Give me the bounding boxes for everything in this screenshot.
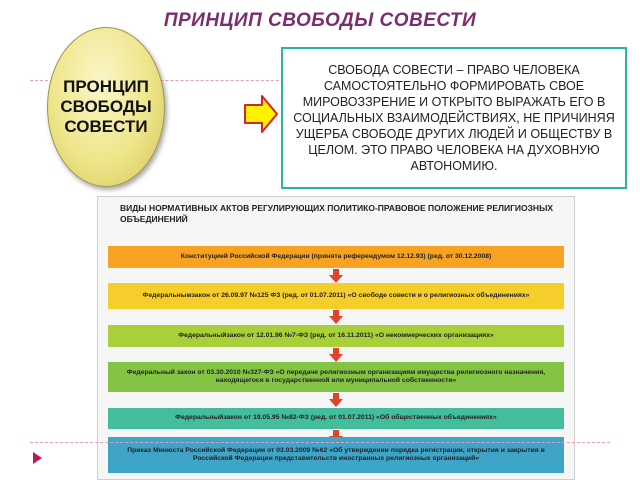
- act-religious-property-law: Федеральный закон от 03.30.2010 №327-ФЗ «О передаче религиозным организациям имущества религиозного назначения, находящегося в государственной или муниципальной собственности»: [108, 362, 564, 392]
- circle-label: ПРОНЦИП СВОБОДЫ СОВЕСТИ: [60, 77, 152, 136]
- legal-acts-title: ВИДЫ НОРМАТИВНЫХ АКТОВ РЕГУЛИРУЮЩИХ ПОЛИТИКО-ПРАВОВОЕ ПОЛОЖЕНИЕ РЕЛИГИОЗНЫХ ОБЪЕДИНЕНИЙ: [120, 203, 554, 224]
- slide-title: ПРИНЦИП СВОБОДЫ СОВЕСТИ: [163, 10, 477, 31]
- principle-circle: [47, 27, 165, 187]
- definition-box: [281, 47, 627, 189]
- act-ministry-of-justice-order: Приказ Минюста Российской Федерации от 03.03.2009 №62 «Об утверждении порядка регистрации, открытия и закрытия в Российской Федерации представительств иностранных религиозных организаций»: [108, 437, 564, 473]
- right-arrow-icon: [244, 94, 278, 134]
- act-freedom-of-conscience-law: Федеральнымзакон от 26.09.97 №125 ФЗ (ред. от 01.07.2011) «О свободе совести и о религиозных объединениях»: [108, 283, 564, 309]
- act-public-associations-law: Федеральныйзакон от 19.05.95 №82-ФЗ (ред. от 01.07.2011) «Об общественных объединениях»: [108, 408, 564, 429]
- act-nonprofit-law: Федеральныйзакон от 12.01.96 №7-ФЗ (ред. от 16.11.2011) «О некоммерческих организациях»: [108, 325, 564, 347]
- play-marker-icon: [33, 452, 42, 464]
- down-arrow-icon: [329, 269, 343, 283]
- act-constitution: Конституцией Российской Федерации (принята референдумом 12.12.93) (ред. от 30.12.2008): [108, 246, 564, 268]
- down-arrow-icon: [329, 393, 343, 407]
- down-arrow-icon: [329, 310, 343, 324]
- bottom-divider: [30, 442, 610, 443]
- definition-text: СВОБОДА СОВЕСТИ – ПРАВО ЧЕЛОВЕКА САМОСТОЯТЕЛЬНО ФОРМИРОВАТЬ СВОЕ МИРОВОЗЗРЕНИЕ И ОТКРЫТО ВЫРАЖАТЬ ЕГО В СОЦИАЛЬНЫХ ВЗАИМОДЕЙСТВИЯХ, НЕ ПРИЧИНЯЯ УЩЕРБА СВОБОДЕ ДРУГИХ ЛЮДЕЙ И ОБЩЕСТВУ В ЦЕЛОМ. ЭТО ПРАВО ЧЕЛОВЕКА НА ДУХОВНУЮ АВТОНОМИЮ.: [293, 63, 615, 173]
- down-arrow-icon: [329, 348, 343, 362]
- legal-acts-panel: [97, 196, 575, 480]
